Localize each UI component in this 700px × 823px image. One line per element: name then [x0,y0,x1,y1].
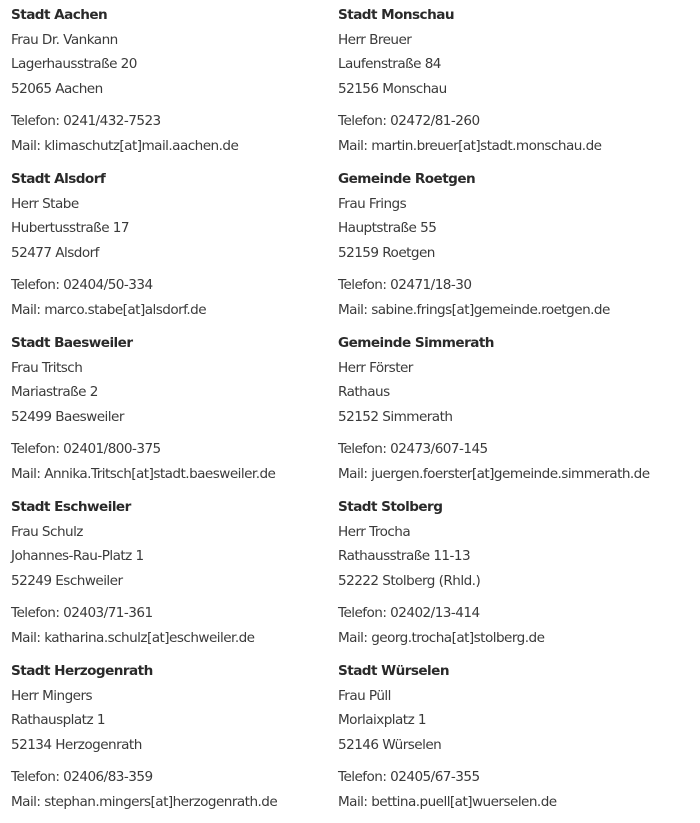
phone-number: Telefon: 02401/800-375 [11,441,161,458]
contact-entry-roetgen [338,167,650,331]
postal-city: 52222 Stolberg (Rhld.) [338,572,481,589]
phone-number: Telefon: 02402/13-414 [338,605,480,622]
phone-number: Telefon: 0241/432-7523 [11,113,161,130]
phone-number: Telefon: 02406/83-359 [11,769,153,786]
email-address: Mail: juergen.foerster[at]gemeinde.simmerath.de [338,465,650,482]
entry-spacer [338,757,650,765]
contact-person: Herr Trocha [338,523,411,540]
email-address: Mail: martin.breuer[at]stadt.monschau.de [338,137,602,154]
entry-spacer [11,757,277,765]
organization-name: Stadt Alsdorf [11,171,106,187]
postal-city: 52249 Eschweiler [11,572,123,589]
email-address: Mail: Annika.Tritsch[at]stadt.baesweiler.de [11,465,276,482]
phone-number: Telefon: 02404/50-334 [11,277,153,294]
organization-name: Stadt Monschau [338,7,454,23]
street-address: Laufenstraße 84 [338,56,441,73]
contact-entry-stolberg [338,495,650,659]
contact-entry-simmerath [338,331,650,495]
phone-number: Telefon: 02473/607-145 [338,441,488,458]
entry-spacer [11,429,277,437]
entry-spacer [338,101,650,109]
organization-name: Stadt Herzogenrath [11,663,153,679]
street-address: Hubertusstraße 17 [11,220,129,237]
organization-name: Stadt Stolberg [338,499,443,515]
contact-person: Frau Tritsch [11,359,83,376]
phone-number: Telefon: 02472/81-260 [338,113,480,130]
street-address: Rathausplatz 1 [11,712,105,729]
contact-person: Frau Dr. Vankann [11,31,118,48]
contact-entry-baesweiler [11,331,277,495]
organization-name: Stadt Aachen [11,7,108,23]
contact-person: Herr Breuer [338,31,412,48]
contact-person: Frau Frings [338,195,407,212]
entry-spacer [11,593,277,601]
phone-number: Telefon: 02405/67-355 [338,769,480,786]
email-address: Mail: katharina.schulz[at]eschweiler.de [11,629,255,646]
street-address: Lagerhausstraße 20 [11,56,137,73]
email-address: Mail: klimaschutz[at]mail.aachen.de [11,137,239,154]
entry-spacer [11,101,277,109]
postal-city: 52499 Baesweiler [11,408,124,425]
postal-city: 52065 Aachen [11,80,103,97]
email-address: Mail: stephan.mingers[at]herzogenrath.de [11,793,278,810]
entry-spacer [338,593,650,601]
street-address: Hauptstraße 55 [338,220,437,237]
postal-city: 52134 Herzogenrath [11,736,142,753]
organization-name: Stadt Eschweiler [11,499,131,515]
organization-name: Stadt Baesweiler [11,335,133,351]
contact-person: Herr Mingers [11,687,93,704]
street-address: Mariastraße 2 [11,384,98,401]
contact-entry-monschau [338,3,650,167]
contact-person: Frau Püll [338,687,391,704]
contact-person: Herr Stabe [11,195,79,212]
entry-spacer [338,265,650,273]
email-address: Mail: georg.trocha[at]stolberg.de [338,629,545,646]
organization-name: Gemeinde Roetgen [338,171,476,187]
contact-entry-wuerselen [338,659,650,823]
entry-spacer [338,429,650,437]
email-address: Mail: marco.stabe[at]alsdorf.de [11,301,207,318]
postal-city: 52156 Monschau [338,80,447,97]
contact-entry-alsdorf [11,167,277,331]
postal-city: 52477 Alsdorf [11,244,99,261]
street-address: Morlaixplatz 1 [338,712,427,729]
postal-city: 52159 Roetgen [338,244,435,261]
street-address: Johannes-Rau-Platz 1 [11,548,144,565]
entry-spacer [11,265,277,273]
contact-column-left [11,3,277,823]
street-address: Rathaus [338,384,390,401]
phone-number: Telefon: 02471/18-30 [338,277,472,294]
street-address: Rathausstraße 11-13 [338,548,471,565]
organization-name: Gemeinde Simmerath [338,335,494,351]
contact-person: Herr Förster [338,359,413,376]
email-address: Mail: bettina.puell[at]wuerselen.de [338,793,557,810]
postal-city: 52146 Würselen [338,736,442,753]
email-address: Mail: sabine.frings[at]gemeinde.roetgen.de [338,301,610,318]
contact-entry-herzogenrath [11,659,277,823]
contact-entry-eschweiler [11,495,277,659]
postal-city: 52152 Simmerath [338,408,453,425]
contact-entry-aachen [11,3,277,167]
organization-name: Stadt Würselen [338,663,449,679]
contact-column-right [338,3,650,823]
phone-number: Telefon: 02403/71-361 [11,605,153,622]
contact-person: Frau Schulz [11,523,83,540]
